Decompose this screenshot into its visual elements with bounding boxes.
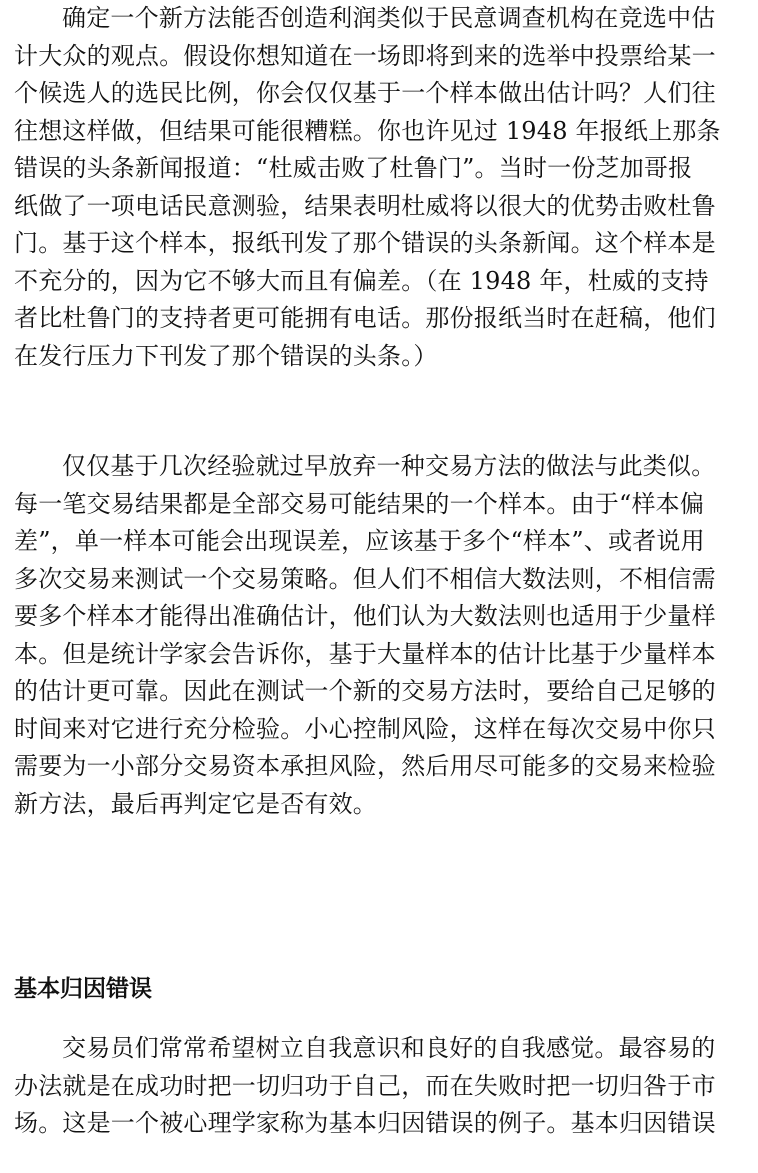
paragraph-attribution-error xyxy=(14,1030,744,1143)
text-line: 不充分的，因为它不够大而且有偏差。（在 1948 年，杜威的支持 xyxy=(14,266,709,295)
text-line: 往想这样做，但结果可能很糟糕。你也许见过 1948 年报纸上那条 xyxy=(14,116,721,145)
text-line: 本。但是统计学家会告诉你，基于大量样本的估计比基于少量样本 xyxy=(14,639,716,668)
text-line: 计大众的观点。假设你想知道在一场即将到来的选举中投票给某一 xyxy=(14,41,716,70)
text-line: 差”，单一样本可能会出现误差，应该基于多个“样本”、或者说用 xyxy=(14,527,705,555)
text-line: 在发行压力下刊发了那个错误的头条。） xyxy=(14,341,438,370)
text-line: 多次交易来测试一个交易策略。但人们不相信大数法则，不相信需 xyxy=(14,564,716,593)
text-line: 纸做了一项电话民意测验，结果表明杜威将以很大的优势击败杜鲁 xyxy=(14,191,716,220)
text-line: 新方法，最后再判定它是否有效。 xyxy=(14,789,377,818)
section-heading: 基本归因错误 xyxy=(14,976,152,1002)
text-line: 要多个样本才能得出准确估计，他们认为大数法则也适用于少量样 xyxy=(14,602,716,630)
text-line: 个候选人的选民比例，你会仅仅基于一个样本做出估计吗？人们往 xyxy=(14,79,716,107)
text-line: 仅仅基于几次经验就过早放弃一种交易方法的做法与此类似。 xyxy=(62,452,716,480)
text-line: 门。基于这个样本，报纸刊发了那个错误的头条新闻。这个样本是 xyxy=(14,229,716,257)
text-line: 确定一个新方法能否创造利润类似于民意调查机构在竞选中估 xyxy=(62,4,716,32)
text-line: 的估计更可靠。因此在测试一个新的交易方法时，要给自己足够的 xyxy=(14,677,716,705)
paragraph-trading-samples xyxy=(14,448,744,823)
text-line: 场。这是一个被心理学家称为基本归因错误的例子。基本归因错误 xyxy=(14,1109,716,1137)
text-line: 办法就是在成功时把一切归功于自己，而在失败时把一切归咎于市 xyxy=(14,1071,716,1100)
text-line: 需要为一小部分交易资本承担风险，然后用尽可能多的交易来检验 xyxy=(14,752,716,780)
text-line: 者比杜鲁门的支持者更可能拥有电话。那份报纸当时在赶稿，他们 xyxy=(14,304,716,332)
text-line: 交易员们常常希望树立自我意识和良好的自我感觉。最容易的 xyxy=(62,1034,716,1062)
text-line: 时间来对它进行充分检验。小心控制风险，这样在每次交易中你只 xyxy=(14,714,716,743)
text-line: 错误的头条新闻报道：“杜威击败了杜鲁门”。当时一份芝加哥报 xyxy=(14,154,693,182)
paragraph-poll-sampling xyxy=(14,0,744,375)
text-line: 每一笔交易结果都是全部交易可能结果的一个样本。由于“样本偏 xyxy=(14,489,705,518)
